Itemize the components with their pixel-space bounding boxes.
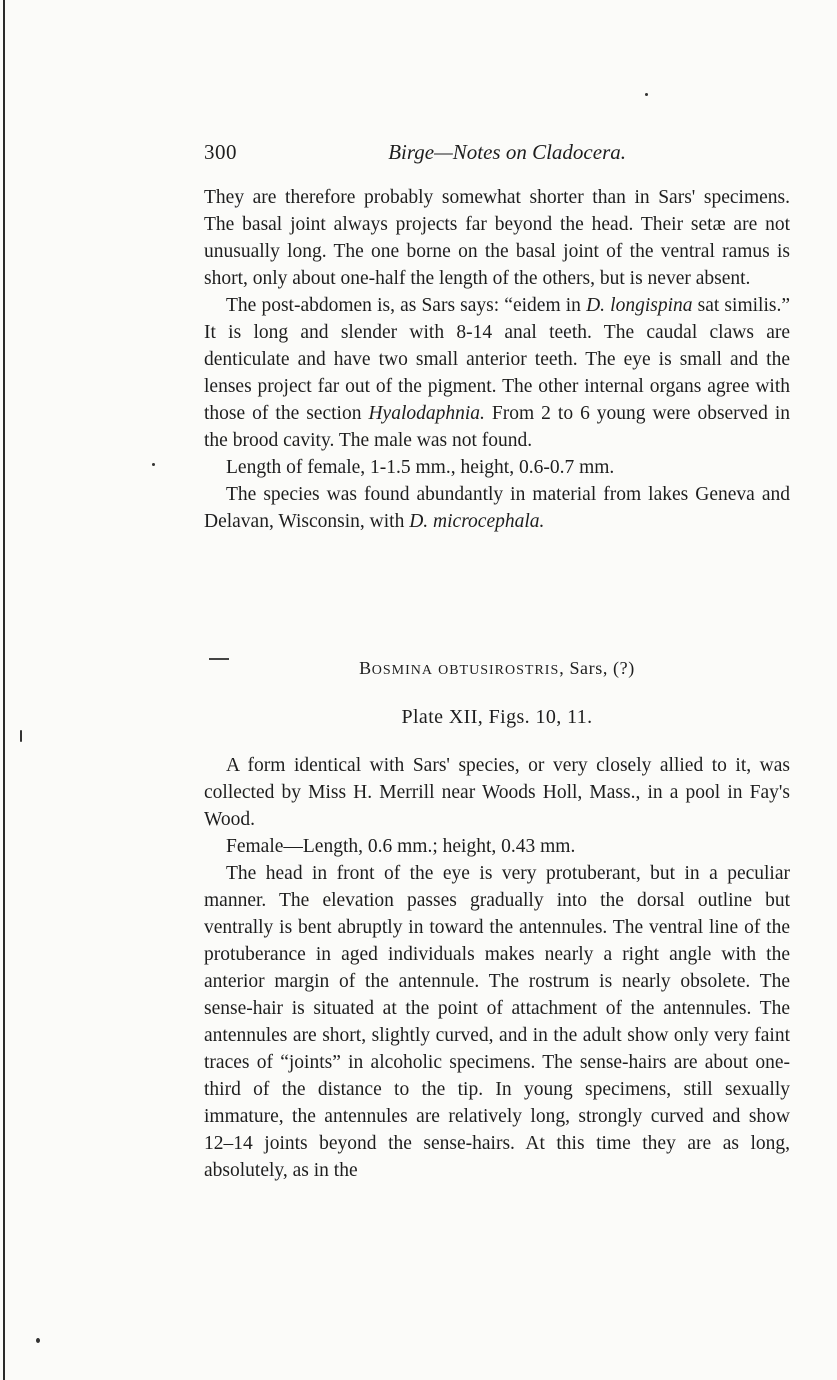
scan-speck: [152, 463, 155, 466]
page-edge-line: [3, 0, 5, 1380]
scan-speck: [645, 93, 648, 96]
plate-reference: Plate XII, Figs. 10, 11.: [401, 706, 593, 728]
section-heading: [204, 658, 790, 679]
page-header: [204, 140, 790, 168]
scan-speck: [20, 730, 22, 742]
heading-genus-rest: OSMINA: [371, 663, 433, 678]
section-daphnia-text: [204, 184, 790, 535]
paragraph: Length of female, 1-1.5 mm., height, 0.6-0.7 mm.: [226, 457, 615, 478]
page-number: 300: [204, 140, 237, 164]
heading-genus-initial: B: [359, 658, 372, 678]
paragraph: [204, 292, 790, 454]
text-run: From 2 to 6 young were observed in the brood cavity. The male was not found.: [204, 403, 790, 451]
scan-speck: [36, 1338, 40, 1343]
text-run: The post-abdomen is, as Sars says: “eidem in: [226, 295, 587, 316]
paragraph: They are therefore probably somewhat shorter than in Sars' specimens. The basal joint always projects far beyond the head. Their setæ are not unusually long. The one borne on the basal joint of the ventral ramus is short, only about one-half the length of the others, but is never absent.: [204, 187, 790, 289]
taxon-name: Hyalodaphnia.: [368, 403, 485, 424]
paragraph: [204, 481, 790, 535]
heading-author: , Sars, (?): [559, 658, 635, 678]
text-run: sat similis.” It is long and slender with 8-14 anal teeth. The caudal claws are denticulate and have two small anterior teeth. The eye is small and the lenses project far out of the pigment. The other internal organs agree with those of the section: [204, 295, 790, 424]
running-head: Birge—Notes on Cladocera.: [388, 140, 626, 164]
text-run: The species was found abundantly in material from lakes Geneva and Delavan, Wisconsin, with: [204, 484, 790, 532]
taxon-name: D. longispina: [586, 295, 693, 316]
section-bosmina-text: [204, 752, 790, 1184]
heading-species: OBTUSIROSTRIS: [438, 663, 560, 678]
taxon-name: D. microcephala.: [409, 511, 545, 532]
paragraph: Female—Length, 0.6 mm.; height, 0.43 mm.: [226, 836, 576, 857]
paragraph: The head in front of the eye is very protuberant, but in a peculiar manner. The elevation passes gradually into the dorsal outline but ventrally is bent abruptly in toward the antennules. The ventral line of the protuberance in aged individuals makes nearly a right angle with the anterior margin of the antennule. The rostrum is nearly obsolete. The sense-hair is situated at the point of attachment of the antennules. The antennules are short, slightly curved, and in the adult show only very faint traces of “joints” in alcoholic specimens. The sense-hairs are about one-third of the distance to the tip. In young specimens, still sexually immature, the antennules are relatively long, strongly curved and show 12–14 joints beyond the sense-hairs. At this time they are as long, absolutely, as in the: [204, 863, 790, 1181]
paragraph: A form identical with Sars' species, or very closely allied to it, was collected by Miss H. Merrill near Woods Holl, Mass., in a pool in Fay's Wood.: [204, 755, 790, 830]
